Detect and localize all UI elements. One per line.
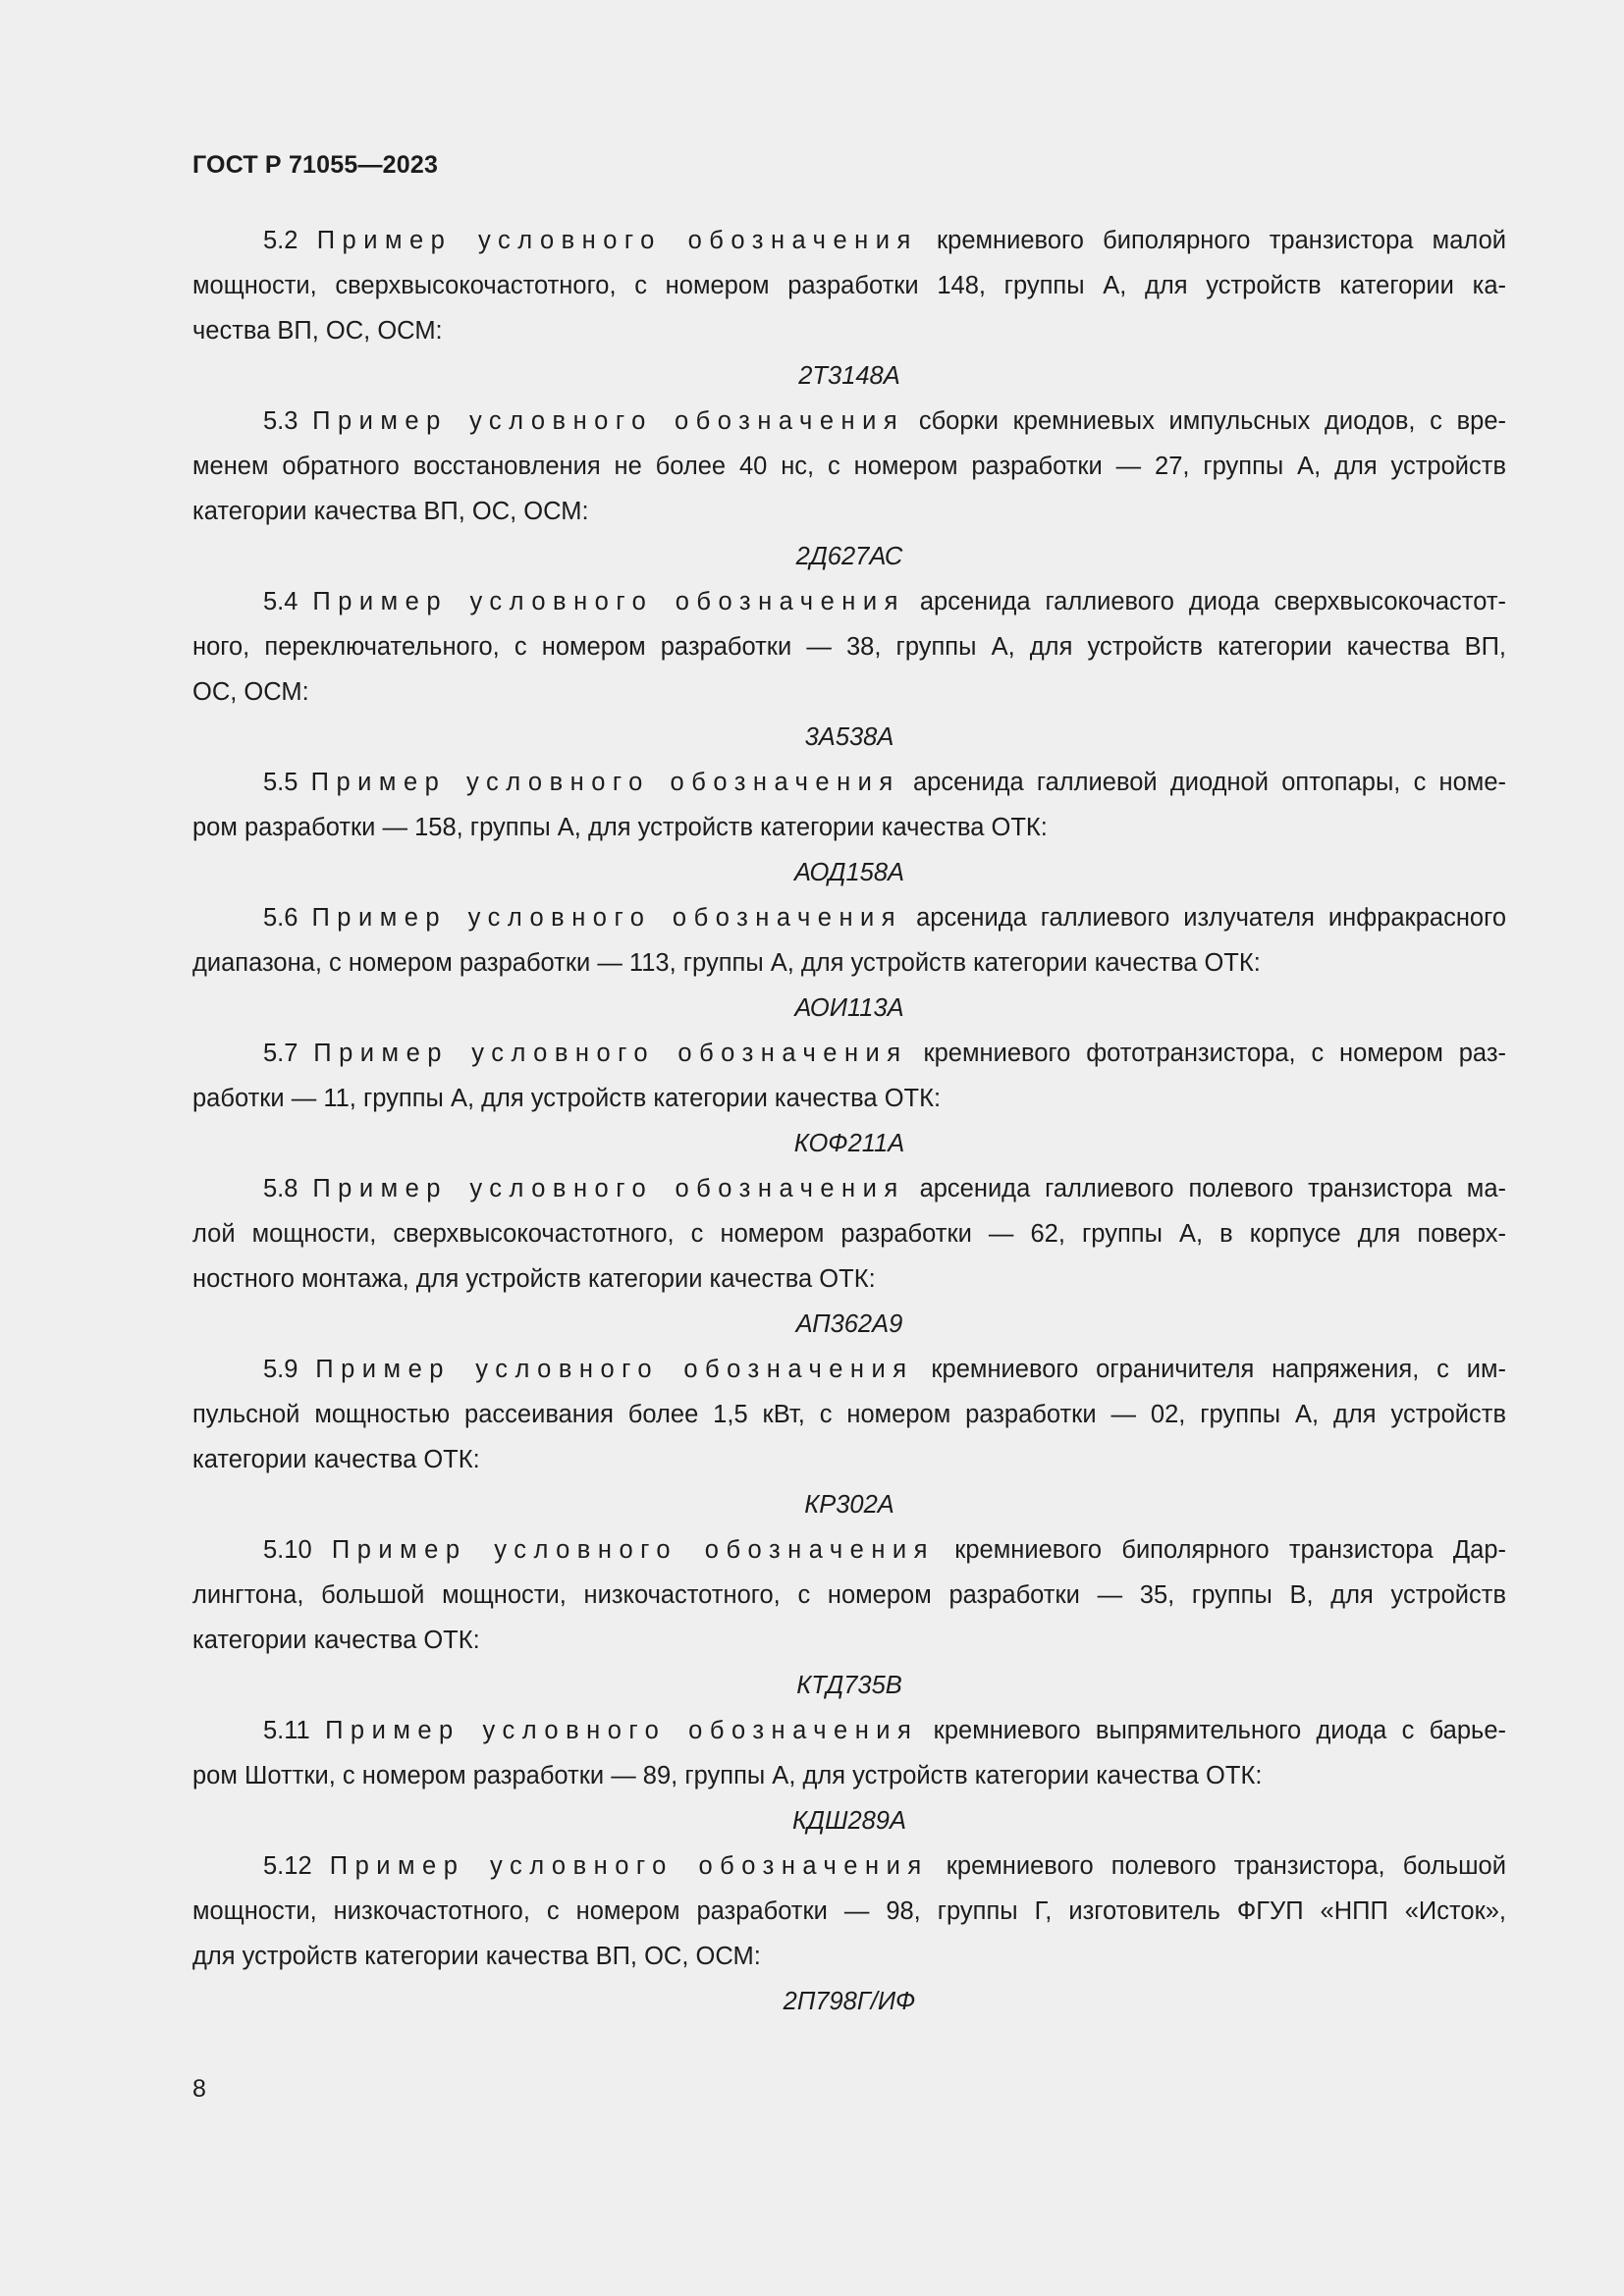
clause-line: категории качества ВП, ОС, ОСМ: (192, 498, 589, 525)
example-label: Пример условного обозначения (312, 407, 905, 435)
clause-text: кремниевого выпрямительного диода с барье- (933, 1717, 1507, 1744)
clause-text: арсенида галлиевого полевого транзистора ма- (919, 1175, 1506, 1202)
clause-first-line (192, 1031, 1506, 1076)
designation-code: АП362А9 (795, 1310, 903, 1338)
clause-number: 5.9 (263, 1356, 298, 1383)
example-label: Пример условного обозначения (312, 1175, 905, 1202)
example-label: Пример условного обозначения (331, 1536, 935, 1564)
example-label: Пример условного обозначения (315, 1356, 914, 1383)
clause-5-9 (192, 1347, 1506, 1527)
clause-first-line (192, 760, 1506, 805)
designation-code: АОД158А (793, 859, 905, 886)
clause-number: 5.12 (263, 1852, 312, 1880)
clause-text: сборки кремниевых импульсных диодов, с вре- (918, 407, 1506, 435)
clause-line: категории качества ОТК: (192, 1446, 480, 1473)
example-label: Пример условного обозначения (325, 1717, 919, 1744)
designation-code: КТД735В (796, 1672, 902, 1699)
clause-number: 5.10 (263, 1536, 312, 1564)
clause-line: диапазона, с номером разработки — 113, группы А, для устройств категории качества ОТК: (192, 949, 1261, 977)
clause-number: 5.2 (263, 227, 298, 254)
clause-text: кремниевого фототранзистора, с номером раз- (923, 1040, 1507, 1067)
clause-5-3 (192, 399, 1506, 579)
clause-5-8 (192, 1166, 1506, 1347)
designation-code: КДШ289А (791, 1807, 906, 1835)
clause-number: 5.7 (263, 1040, 298, 1067)
clause-line: мощности, низкочастотного, с номером разработки — 98, группы Г, изготовитель ФГУП «НПП «Исток», (192, 1897, 1506, 1925)
example-label: Пример условного обозначения (313, 1040, 908, 1067)
clause-first-line (192, 1527, 1506, 1573)
clause-number: 5.8 (263, 1175, 298, 1202)
designation-code: 2П798Г/ИФ (783, 1988, 916, 2015)
clause-first-line (192, 218, 1506, 263)
clause-5-2 (192, 218, 1506, 399)
designation-code: 3А538А (804, 723, 894, 751)
clause-text: арсенида галлиевой диодной оптопары, с номе- (912, 769, 1506, 796)
clause-line: пульсной мощностью рассеивания более 1,5 кВт, с номером разработки — 02, группы А, для устройств (192, 1401, 1506, 1428)
clause-line: ного, переключательного, с номером разработки — 38, группы А, для устройств категории качества ВП, (192, 633, 1506, 661)
clause-line: чества ВП, ОС, ОСМ: (192, 317, 443, 345)
clause-5-7 (192, 1031, 1506, 1166)
designation-code: 2Д627АС (795, 543, 903, 570)
clause-first-line (192, 1347, 1506, 1392)
example-label: Пример условного обозначения (311, 904, 903, 932)
clause-first-line (192, 1708, 1506, 1753)
clause-text: кремниевого полевого транзистора, большой (946, 1852, 1506, 1880)
clause-number: 5.4 (263, 588, 298, 615)
designation-code: КР302А (804, 1491, 894, 1519)
clause-line: лой мощности, сверхвысокочастотного, с номером разработки — 62, группы А, в корпусе для поверх- (192, 1220, 1506, 1248)
clauses-container (192, 218, 1506, 2024)
clause-line: для устройств категории качества ВП, ОС, ОСМ: (192, 1943, 761, 1970)
clause-line: ностного монтажа, для устройств категории качества ОТК: (192, 1265, 876, 1293)
clause-number: 5.11 (263, 1717, 310, 1744)
example-label: Пример условного обозначения (310, 769, 900, 796)
clause-line: лингтона, большой мощности, низкочастотного, с номером разработки — 35, группы В, для устройств (192, 1581, 1506, 1609)
clause-text: арсенида галлиевого излучателя инфракрасного (916, 904, 1507, 932)
clause-5-11 (192, 1708, 1506, 1843)
clause-5-12 (192, 1843, 1506, 2024)
clause-line: мощности, сверхвысокочастотного, с номером разработки 148, группы А, для устройств категории ка- (192, 272, 1506, 299)
clause-first-line (192, 579, 1506, 624)
clause-5-10 (192, 1527, 1506, 1708)
clause-line: ром разработки — 158, группы А, для устройств категории качества ОТК: (192, 814, 1048, 841)
example-label: Пример условного обозначения (312, 588, 905, 615)
clause-first-line (192, 1843, 1506, 1889)
clause-text: кремниевого биполярного транзистора малой (937, 227, 1506, 254)
designation-code: АОИ113А (794, 994, 904, 1022)
clause-first-line (192, 399, 1506, 444)
designation-code: 2Т3148А (798, 362, 900, 390)
clause-5-6 (192, 895, 1506, 1031)
clause-line: работки — 11, группы А, для устройств категории качества ОТК: (192, 1085, 942, 1112)
clause-text: арсенида галлиевого диода сверхвысокочастот- (919, 588, 1506, 615)
clause-number: 5.3 (263, 407, 298, 435)
standard-designation-header: ГОСТ Р 71055—2023 (192, 151, 439, 179)
example-label: Пример условного обозначения (316, 227, 918, 254)
clause-5-4 (192, 579, 1506, 760)
example-label: Пример условного обозначения (329, 1852, 929, 1880)
clause-first-line (192, 895, 1506, 940)
clause-text: кремниевого ограничителя напряжения, с им- (931, 1356, 1506, 1383)
clause-line: категории качества ОТК: (192, 1627, 480, 1654)
clause-5-5 (192, 760, 1506, 895)
clause-first-line (192, 1166, 1506, 1211)
clause-number: 5.5 (263, 769, 298, 796)
clause-line: ром Шоттки, с номером разработки — 89, группы А, для устройств категории качества ОТК: (192, 1762, 1263, 1789)
page-number: 8 (192, 2075, 206, 2103)
clause-number: 5.6 (263, 904, 298, 932)
clause-line: ОС, ОСМ: (192, 678, 309, 706)
designation-code: КОФ211А (793, 1130, 905, 1157)
clause-text: кремниевого биполярного транзистора Дар- (954, 1536, 1506, 1564)
clause-line: менем обратного восстановления не более 40 нс, с номером разработки — 27, группы А, для устройств (192, 453, 1506, 480)
